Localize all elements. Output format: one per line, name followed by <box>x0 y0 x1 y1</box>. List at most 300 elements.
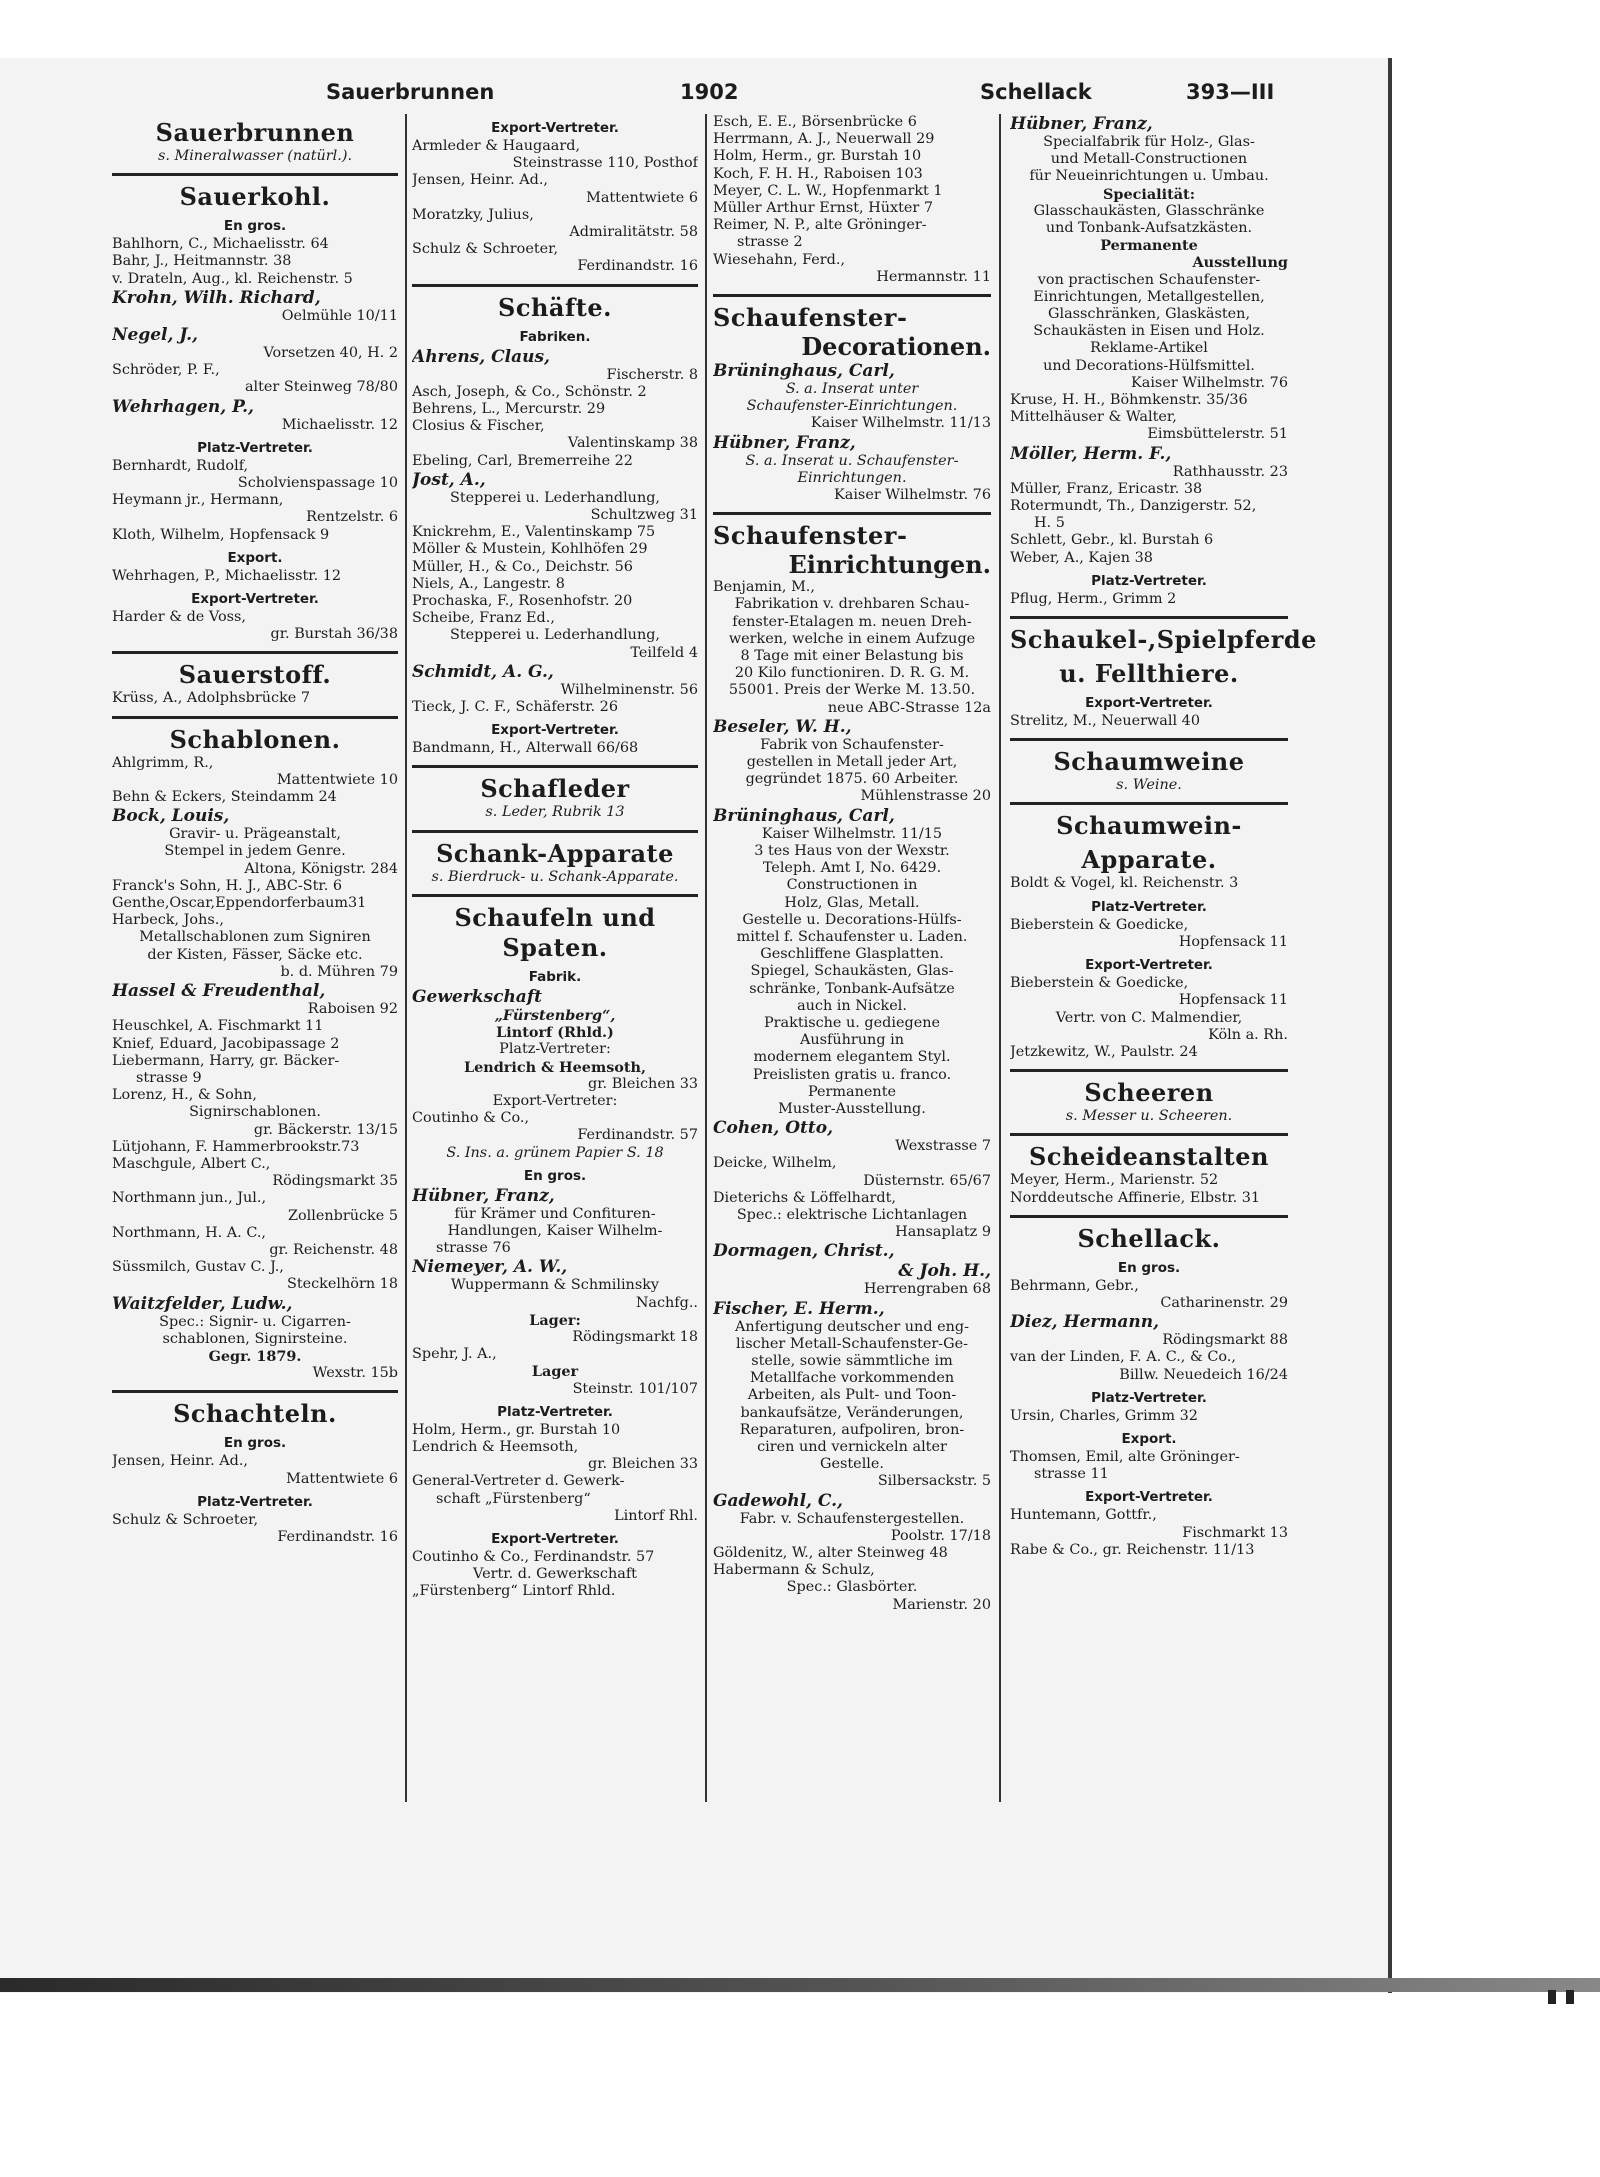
entry-line: Reimer, N. P., alte Gröninger- <box>713 217 927 234</box>
entry-line: Northmann, H. A. C., <box>112 1224 266 1241</box>
entry-address: Oelmühle 10/11 <box>281 307 398 324</box>
entry-line: Jetzkewitz, W., Paulstr. 24 <box>1010 1043 1198 1060</box>
header-year: 1902 <box>680 80 739 104</box>
cross-reference: s. Weine. <box>1116 777 1182 794</box>
entry-line: Weber, A., Kajen 38 <box>1010 549 1153 566</box>
entry-address: neue ABC-Strasse 12a <box>827 699 991 716</box>
entry-address: Ferdinandstr. 16 <box>277 1528 398 1545</box>
entry-note: und Tonbank-Aufsatzkästen. <box>1045 220 1253 237</box>
entry-note: Preislisten gratis u. franco. <box>752 1066 952 1083</box>
entry-line: Bahr, J., Heitmannstr. 38 <box>112 253 292 270</box>
entry-name-featured: Krohn, Wilh. Richard, <box>112 287 321 308</box>
entry-address: Marienstr. 20 <box>892 1596 991 1613</box>
entry-note: Constructionen in <box>786 877 918 894</box>
entry-continuation: strasse 11 <box>1034 1466 1109 1483</box>
entry-line: Knickrehm, E., Valentinskamp 75 <box>412 524 656 541</box>
entry-note: Anfertigung deutscher und eng- <box>735 1318 969 1335</box>
entry-note-bold: Lager: <box>529 1311 581 1329</box>
entry-address: Düsternstr. 65/67 <box>863 1172 991 1189</box>
entry-address: Steinstr. 101/107 <box>572 1380 698 1397</box>
entry-note: Export-Vertreter: <box>492 1092 618 1109</box>
section-heading: Schank-Apparate <box>436 838 674 868</box>
entry-address: Valentinskamp 38 <box>567 435 698 452</box>
entry-note: Stepperei u. Lederhandlung, <box>449 489 661 506</box>
entry-name-featured: Hübner, Franz, <box>412 1185 555 1206</box>
entry-note: 20 Kilo functioniren. D. R. G. M. <box>734 665 970 682</box>
subheading: Export-Vertreter. <box>1085 957 1213 974</box>
section-heading: Schellack. <box>1077 1223 1221 1253</box>
section-rule <box>112 651 398 654</box>
entry-note: Einrichtungen, Metallgestellen, <box>1033 288 1265 305</box>
entry-line: Benjamin, M., <box>713 579 815 596</box>
entry-line: Northmann jun., Jul., <box>112 1190 267 1207</box>
entry-note: Metallschablonen zum Signiren <box>139 929 371 946</box>
section-heading: Scheideanstalten <box>1029 1142 1269 1172</box>
header-page-number: 393—III <box>1186 80 1275 104</box>
section-heading: Sauerkohl. <box>179 182 331 212</box>
entry-note: von practischen Schaufenster- <box>1037 271 1261 288</box>
section-heading: Apparate. <box>1081 845 1217 875</box>
section-heading: Schaufenster- <box>713 303 908 333</box>
entry-note: für Neueinrichtungen u. Umbau. <box>1029 168 1269 185</box>
entry-note: Spiegel, Schaukästen, Glas- <box>750 963 954 980</box>
entry-line: Mittelhäuser & Walter, <box>1010 409 1177 426</box>
entry-name-featured: Ahrens, Claus, <box>412 346 550 367</box>
subheading: En gros. <box>1117 1259 1181 1276</box>
entry-address: Steinstrasse 110, Posthof <box>512 155 698 172</box>
entry-note-bold: Lendrich & Heemsoth, <box>463 1058 647 1076</box>
entry-address: Wexstrasse 7 <box>895 1138 991 1155</box>
entry-line: Möller & Mustein, Kohlhöfen 29 <box>412 541 648 558</box>
entry-line: Müller, H., & Co., Deichstr. 56 <box>412 558 633 575</box>
entry-note: Vertr. d. Gewerkschaft <box>473 1566 637 1583</box>
entry-line: Rotermundt, Th., Danzigerstr. 52, <box>1010 498 1257 515</box>
entry-line: Dieterichs & Löffelhardt, <box>713 1189 896 1206</box>
entry-name-featured: Hübner, Franz, <box>1010 114 1153 134</box>
entry-note: Glasschränken, Glaskästen, <box>1047 306 1251 323</box>
section-heading: Schafleder <box>480 774 630 804</box>
subheading: En gros. <box>523 1167 587 1184</box>
entry-line: Spehr, J. A., <box>412 1346 497 1363</box>
entry-line: Meyer, Herm., Marienstr. 52 <box>1010 1172 1219 1189</box>
entry-line: Bahlhorn, C., Michaelisstr. 64 <box>112 236 329 253</box>
subheading: Export-Vertreter. <box>491 120 619 136</box>
entry-note: fenster-Etalagen m. neuen Dreh- <box>732 613 972 630</box>
entry-note-bold: Ausstellung <box>1192 254 1288 272</box>
section-heading: Schaukel-,Spielpferde <box>1010 625 1317 655</box>
entry-note: Holz, Glas, Metall. <box>784 894 920 911</box>
entry-line: Wehrhagen, P., Michaelisstr. 12 <box>112 567 342 584</box>
entry-address: Vorsetzen 40, H. 2 <box>263 345 398 362</box>
entry-address: Mattentwiete 10 <box>276 771 398 788</box>
section-rule <box>1010 1133 1288 1136</box>
entry-line: Herrmann, A. J., Neuerwall 29 <box>713 131 935 148</box>
cross-reference: S. a. Inserat unter <box>785 381 919 398</box>
entry-note-bold: Lintorf (Rhld.) <box>496 1024 614 1042</box>
entry-address: Hopfensack 11 <box>1178 933 1288 950</box>
entry-note-bold: Specialität: <box>1102 185 1196 203</box>
entry-note: modernem elegantem Styl. <box>753 1049 951 1066</box>
entry-address: gr. Bleichen 33 <box>588 1456 698 1473</box>
section-rule <box>1010 802 1288 805</box>
entry-line: Armleder & Haugaard, <box>412 138 581 154</box>
section-rule <box>1010 616 1288 619</box>
entry-address: Zollenbrücke 5 <box>287 1207 398 1224</box>
entry-line: Wiesehahn, Ferd., <box>713 251 846 268</box>
entry-name-featured: Brüninghaus, Carl, <box>713 805 895 826</box>
section-rule <box>713 294 991 297</box>
entry-note: Signirschablonen. <box>189 1104 321 1121</box>
entry-name-featured: Cohen, Otto, <box>713 1118 834 1139</box>
entry-address: Herrengraben 68 <box>863 1281 991 1298</box>
entry-note: Spec.: elektrische Lichtanlagen <box>736 1206 968 1223</box>
entry-line: Ebeling, Carl, Bremerreihe 22 <box>412 452 633 469</box>
entry-note: Metallfache vorkommenden <box>749 1370 955 1387</box>
subheading: Export. <box>1121 1430 1177 1447</box>
section-rule <box>412 894 698 897</box>
entry-note: und Metall-Constructionen <box>1050 151 1248 168</box>
entry-line: Jensen, Heinr. Ad., <box>112 1453 249 1470</box>
entry-line: Maschgule, Albert C., <box>112 1155 271 1172</box>
entry-note: 3 tes Haus von der Wexstr. <box>754 842 950 859</box>
entry-line: Kruse, H. H., Böhmkenstr. 35/36 <box>1010 392 1248 409</box>
entry-name-featured: Fischer, E. Herm., <box>713 1298 885 1319</box>
subheading: Platz-Vertreter. <box>497 1403 613 1420</box>
entry-line: Heuschkel, A. Fischmarkt 11 <box>112 1018 324 1035</box>
entry-line: Schlett, Gebr., kl. Burstah 6 <box>1010 532 1214 549</box>
entry-name-featured: Hübner, Franz, <box>713 432 856 453</box>
entry-note: Wuppermann & Schmilinsky <box>450 1277 660 1294</box>
entry-address: gr. Bleichen 33 <box>588 1075 698 1092</box>
subheading: Fabrik. <box>528 968 582 985</box>
entry-note: für Krämer und Confituren- <box>454 1205 656 1222</box>
entry-line: Esch, E. E., Börsenbrücke 6 <box>713 114 917 130</box>
column-4 <box>1010 114 1317 1559</box>
entry-name-featured: Brüninghaus, Carl, <box>713 361 895 382</box>
header-left-word: Sauerbrunnen <box>326 80 495 104</box>
entry-name-featured: Bock, Louis, <box>112 806 230 827</box>
entry-note: bankaufsätze, Veränderungen, <box>740 1404 964 1421</box>
entry-line: Holm, Herm., gr. Burstah 10 <box>713 148 922 165</box>
section-heading: u. Fellthiere. <box>1059 659 1239 689</box>
gutter-mark <box>1548 1990 1556 2004</box>
entry-address: Fischmarkt 13 <box>1182 1524 1288 1541</box>
header-right-word: Schellack <box>980 80 1092 104</box>
entry-line: Krüss, A., Adolphsbrücke 7 <box>112 690 311 707</box>
entry-line: Müller Arthur Ernst, Hüxter 7 <box>713 200 934 217</box>
entry-line: Schröder, P. F., <box>112 362 220 379</box>
entry-address: Catharinenstr. 29 <box>1160 1294 1288 1311</box>
section-rule <box>112 716 398 719</box>
entry-line: Huntemann, Gottfr., <box>1010 1507 1157 1524</box>
cross-reference: S. a. Inserat u. Schaufenster- <box>745 452 959 469</box>
entry-line: Schulz & Schroeter, <box>112 1511 259 1528</box>
entry-line: Bieberstein & Goedicke, <box>1010 975 1189 992</box>
entry-note: Fabrik von Schaufenster- <box>760 736 944 753</box>
entry-note: auch in Nickel. <box>797 997 907 1014</box>
entry-note: schränke, Tonbank-Aufsätze <box>749 980 955 997</box>
section-heading: Sauerbrunnen <box>155 118 355 147</box>
cross-reference: S. Ins. a. grünem Papier S. 18 <box>446 1144 664 1161</box>
entry-note: Reklame-Artikel <box>1090 340 1208 357</box>
entry-address: Mühlenstrasse 20 <box>860 788 991 805</box>
entry-note: Spec.: Signir- u. Cigarren- <box>159 1313 351 1330</box>
subheading: Export-Vertreter. <box>1085 695 1213 712</box>
section-rule <box>112 1390 398 1393</box>
section-heading: Scheeren <box>1084 1078 1214 1108</box>
entry-line: Kloth, Wilhelm, Hopfensack 9 <box>112 526 330 543</box>
entry-note: stelle, sowie sämmtliche im <box>751 1352 953 1369</box>
entry-line: Genthe,Oscar,Eppendorferbaum31 <box>112 895 367 912</box>
scan-edge-right <box>1388 58 1392 1993</box>
entry-note: werken, welche in einem Aufzuge <box>728 630 976 647</box>
section-rule <box>1010 1069 1288 1072</box>
entry-line: Asch, Joseph, & Co., Schönstr. 2 <box>412 383 647 400</box>
entry-name-featured: Negel, J., <box>112 325 198 346</box>
entry-note: Vertr. von C. Malmendier, <box>1055 1009 1243 1026</box>
cross-reference: Einrichtungen. <box>797 469 907 486</box>
entry-address: Poolstr. 17/18 <box>890 1527 991 1544</box>
entry-line: Ursin, Charles, Grimm 32 <box>1010 1407 1198 1424</box>
subheading: Platz-Vertreter. <box>1091 1389 1207 1406</box>
entry-address: gr. Burstah 36/38 <box>270 626 398 643</box>
entry-address: Schultzweg 31 <box>590 507 698 524</box>
section-heading: Schaufenster- <box>713 521 908 551</box>
entry-line: Göldenitz, W., alter Steinweg 48 <box>713 1545 948 1561</box>
section-rule <box>713 512 991 515</box>
entry-line: Behrmann, Gebr., <box>1010 1277 1139 1294</box>
entry-address: Wexstr. 15b <box>312 1365 398 1382</box>
column-3 <box>713 114 991 1614</box>
entry-line: Behrens, L., Mercurstr. 29 <box>412 401 606 418</box>
section-rule <box>112 173 398 176</box>
cross-reference: s. Bierdruck- u. Schank-Apparate. <box>431 868 679 885</box>
entry-note: und Decorations-Hülfsmittel. <box>1043 357 1255 374</box>
entry-address: Kaiser Wilhelmstr. 76 <box>1131 374 1288 391</box>
entry-line: Rabe & Co., gr. Reichenstr. 11/13 <box>1010 1541 1255 1558</box>
entry-note-bold: Permanente <box>1100 237 1198 255</box>
section-heading: Einrichtungen. <box>788 550 991 580</box>
entry-note: Stempel in jedem Genre. <box>164 843 346 860</box>
entry-note: 8 Tage mit einer Belastung bis <box>740 648 964 665</box>
entry-line: Pflug, Herm., Grimm 2 <box>1010 590 1177 607</box>
entry-address: Eimsbüttelerstr. 51 <box>1147 426 1288 443</box>
entry-line: General-Vertreter d. Gewerk- <box>412 1473 625 1490</box>
section-heading: Schablonen. <box>169 724 341 754</box>
entry-note: Geschliffene Glasplatten. <box>760 946 944 963</box>
entry-name-featured: & Joh. H., <box>898 1261 991 1282</box>
entry-address: Rödingsmarkt 88 <box>1162 1332 1288 1349</box>
entry-note: Handlungen, Kaiser Wilhelm- <box>447 1222 663 1239</box>
entry-line: Habermann & Schulz, <box>713 1562 875 1579</box>
entry-line: Norddeutsche Affinerie, Elbstr. 31 <box>1010 1189 1261 1206</box>
entry-address: gr. Bäckerstr. 13/15 <box>253 1121 398 1138</box>
entry-address: Mattentwiete 6 <box>286 1470 398 1487</box>
entry-note: Schaukästen in Eisen und Holz. <box>1033 323 1265 340</box>
entry-address: b. d. Mühren 79 <box>280 963 398 980</box>
subheading: Platz-Vertreter. <box>1091 898 1207 915</box>
entry-name-featured: Waitzfelder, Ludw., <box>112 1293 293 1314</box>
entry-note: Reparaturen, aufpoliren, bron- <box>739 1421 965 1438</box>
entry-address: Nachfg.. <box>635 1294 698 1311</box>
entry-line: Deicke, Wilhelm, <box>713 1155 837 1172</box>
entry-name-featured: Niemeyer, A. W., <box>412 1257 568 1278</box>
entry-line: Bernhardt, Rudolf, <box>112 457 249 474</box>
entry-address: Wilhelminenstr. 56 <box>560 681 698 698</box>
entry-line: Schulz & Schroeter, <box>412 241 559 258</box>
entry-note: gegründet 1875. 60 Arbeiter. <box>745 771 959 788</box>
entry-note: gestellen in Metall jeder Art, <box>746 754 958 771</box>
page-header <box>0 80 1392 114</box>
entry-line: Coutinho & Co., <box>412 1110 530 1127</box>
entry-address: Hermannstr. 11 <box>876 268 991 285</box>
entry-line: Müller, Franz, Ericastr. 38 <box>1010 480 1203 497</box>
subheading: Platz-Vertreter. <box>197 1493 313 1510</box>
entry-address: Kaiser Wilhelmstr. 11/13 <box>810 415 991 432</box>
entry-note: Ausführung in <box>800 1032 904 1049</box>
section-heading: Schachteln. <box>173 1399 337 1429</box>
entry-note: Kaiser Wilhelmstr. 11/15 <box>761 825 943 842</box>
entry-address: Rentzelstr. 6 <box>306 509 398 526</box>
entry-line: „Fürstenberg“ Lintorf Rhld. <box>412 1583 616 1600</box>
entry-name-featured: Möller, Herm. F., <box>1010 443 1172 464</box>
entry-address: Billw. Neuedeich 16/24 <box>1119 1366 1288 1383</box>
column-divider <box>405 114 407 1802</box>
entry-note: Stepperei u. Lederhandlung, <box>449 627 661 644</box>
entry-address: Rödingsmarkt 35 <box>272 1173 398 1190</box>
subheading: Export-Vertreter. <box>191 591 319 608</box>
entry-line: Koch, F. H. H., Raboisen 103 <box>713 165 923 182</box>
entry-address: Michaelisstr. 12 <box>281 416 398 433</box>
subheading: Export-Vertreter. <box>1085 1489 1213 1506</box>
section-rule <box>412 284 698 287</box>
entry-address: Kaiser Wilhelmstr. 76 <box>834 487 991 504</box>
entry-line: Meyer, C. L. W., Hopfenmarkt 1 <box>713 182 943 199</box>
entry-note: Gestelle. <box>820 1456 884 1473</box>
entry-address: Steckelhörn 18 <box>286 1276 398 1293</box>
entry-line: Liebermann, Harry, gr. Bäcker- <box>112 1052 340 1069</box>
entry-address: Fischerstr. 8 <box>606 366 698 383</box>
entry-note: Spec.: Glasbörter. <box>786 1579 918 1596</box>
entry-line: Bandmann, H., Alterwall 66/68 <box>412 740 639 757</box>
entry-line: van der Linden, F. A. C., & Co., <box>1010 1349 1236 1366</box>
entry-address: Hopfensack 11 <box>1178 992 1288 1009</box>
entry-address: Ferdinandstr. 16 <box>577 258 698 275</box>
cross-reference: Schaufenster-Einrichtungen. <box>746 398 958 415</box>
entry-note: Fabr. v. Schaufenstergestellen. <box>739 1510 965 1527</box>
cross-reference: s. Leder, Rubrik 13 <box>485 804 625 821</box>
entry-address: Rödingsmarkt 18 <box>572 1328 698 1345</box>
entry-line: Moratzky, Julius, <box>412 206 534 223</box>
column-1 <box>112 114 398 1546</box>
scan-edge-bottom <box>0 1978 1600 1992</box>
entry-continuation: strasse 76 <box>436 1240 511 1257</box>
entry-name-featured: Beseler, W. H., <box>713 716 852 737</box>
section-rule <box>1010 1215 1288 1218</box>
entry-line: Holm, Herm., gr. Burstah 10 <box>412 1421 621 1438</box>
entry-note-bold: Gegr. 1879. <box>208 1347 302 1365</box>
entry-note: Gravir- u. Prägeanstalt, <box>169 826 341 843</box>
entry-name-featured: Wehrhagen, P., <box>112 396 254 417</box>
entry-line: Tieck, J. C. F., Schäferstr. 26 <box>412 699 618 716</box>
gutter-mark <box>1566 1990 1574 2004</box>
entry-note: mittel f. Schaufenster u. Laden. <box>736 928 968 945</box>
entry-note: Gestelle u. Decorations-Hülfs- <box>742 911 962 928</box>
section-heading: Schaufeln und Spaten. <box>454 902 656 962</box>
subheading: Platz-Vertreter. <box>1091 572 1207 589</box>
entry-line: Süssmilch, Gustav C. J., <box>112 1259 284 1276</box>
entry-line: Harbeck, Johs., <box>112 912 224 929</box>
entry-continuation: strasse 9 <box>136 1069 202 1086</box>
entry-line: Franck's Sohn, H. J., ABC-Str. 6 <box>112 877 343 894</box>
entry-note-bold: Lager <box>531 1363 579 1381</box>
entry-note: Fabrikation v. drehbaren Schau- <box>734 596 970 613</box>
section-heading: Decorationen. <box>801 332 991 362</box>
entry-name-featured: Gewerkschaft <box>412 986 542 1007</box>
entry-address: Admiralitätstr. 58 <box>569 224 698 241</box>
entry-address: Scholvienspassage 10 <box>237 475 398 492</box>
entry-note: Teleph. Amt I, No. 6429. <box>762 860 942 877</box>
entry-address: Altona, Königstr. 284 <box>244 860 398 877</box>
entry-line: Strelitz, M., Neuerwall 40 <box>1010 713 1200 730</box>
section-heading: Schäfte. <box>498 292 612 322</box>
entry-address: Rathhausstr. 23 <box>1172 463 1288 480</box>
section-heading: Sauerstoff. <box>178 660 332 690</box>
cross-reference: s. Messer u. Scheeren. <box>1065 1108 1233 1125</box>
entry-line: Lorenz, H., & Sohn, <box>112 1087 257 1104</box>
entry-note: Platz-Vertreter: <box>499 1041 611 1058</box>
entry-continuation: strasse 2 <box>737 234 803 251</box>
entry-name-featured: Dormagen, Christ., <box>713 1241 895 1262</box>
entry-note: Specialfabrik für Holz-, Glas- <box>1043 134 1255 150</box>
entry-note: schablonen, Signirsteine. <box>162 1330 348 1347</box>
entry-line: Thomsen, Emil, alte Gröninger- <box>1010 1448 1240 1465</box>
entry-note: ciren und vernickeln alter <box>757 1438 947 1455</box>
entry-address: Silbersackstr. 5 <box>877 1473 991 1490</box>
entry-line: Harder & de Voss, <box>112 609 246 626</box>
entry-line: Bieberstein & Goedicke, <box>1010 916 1189 933</box>
entry-address: Köln a. Rh. <box>1208 1026 1288 1043</box>
entry-address: Raboisen 92 <box>307 1001 398 1018</box>
entry-address: alter Steinweg 78/80 <box>244 379 398 396</box>
column-2 <box>412 114 698 1601</box>
entry-line: v. Drateln, Aug., kl. Reichenstr. 5 <box>112 270 353 287</box>
entry-address: gr. Reichenstr. 48 <box>269 1241 398 1258</box>
subheading: Export. <box>227 549 283 566</box>
entry-note: Muster-Ausstellung. <box>778 1100 926 1117</box>
column-divider <box>705 114 707 1802</box>
entry-address: Mattentwiete 6 <box>586 189 698 206</box>
entry-name-featured: Schmidt, A. G., <box>412 661 554 682</box>
entry-note: 55001. Preis der Werke M. 13.50. <box>728 682 976 699</box>
section-heading: Schaumweine <box>1053 747 1245 777</box>
entry-address: Ferdinandstr. 57 <box>577 1127 698 1144</box>
entry-line: Closius & Fischer, <box>412 418 545 435</box>
entry-line: Behn & Eckers, Steindamm 24 <box>112 789 337 806</box>
entry-note: Arbeiten, als Pult- und Toon- <box>747 1387 957 1404</box>
entry-line: Lendrich & Heemsoth, <box>412 1438 579 1455</box>
entry-name-featured: Gadewohl, C., <box>713 1490 843 1511</box>
entry-note: Praktische u. gediegene <box>763 1014 941 1031</box>
entry-note: lischer Metall-Schaufenster-Ge- <box>735 1335 968 1352</box>
entry-address: Teilfeld 4 <box>630 644 698 661</box>
subheading: Export-Vertreter. <box>491 722 619 739</box>
subheading: Fabriken. <box>519 328 591 345</box>
entry-line: Prochaska, F., Rosenhofstr. 20 <box>412 593 633 610</box>
entry-line: Heymann jr., Hermann, <box>112 492 284 509</box>
section-rule <box>412 830 698 833</box>
entry-address: Lintorf Rhl. <box>614 1507 698 1524</box>
